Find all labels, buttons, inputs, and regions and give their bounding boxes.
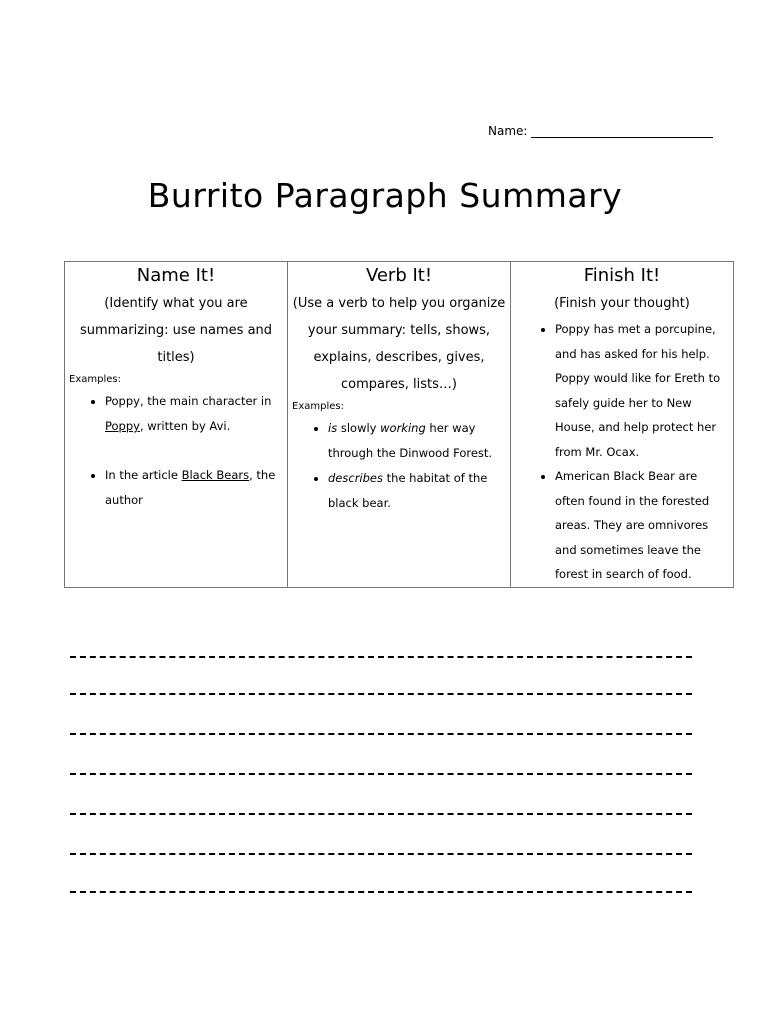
example-text: slowly xyxy=(337,421,381,435)
writing-line[interactable] xyxy=(70,853,692,855)
name-it-examples-label: Examples: xyxy=(69,374,121,385)
writing-line[interactable] xyxy=(70,693,692,695)
list-item xyxy=(328,466,506,516)
list-item xyxy=(105,463,283,513)
list-item: • Poppy has met a porcupine, and has asked for his help. Poppy would like for Ereth to safely guide her to New House, and help protect her from Mr. Ocax. xyxy=(555,317,729,464)
list-item xyxy=(105,389,283,439)
example-text: the habitat of the black bear. xyxy=(328,471,488,510)
finish-it-heading: Finish It! xyxy=(583,265,661,286)
name-it-instruction: (Identify what you are summarizing: use names and titles) xyxy=(79,296,273,365)
summary-table xyxy=(64,261,734,588)
verb-text: is xyxy=(328,421,338,435)
verb-it-instruction: (Use a verb to help you organize your summary: tells, shows, explains, describes, gives, compares, lists…) xyxy=(292,296,506,392)
name-it-column xyxy=(65,262,288,588)
verb-it-examples xyxy=(292,416,506,516)
example-text: Poppy, the main character in xyxy=(105,394,272,408)
book-title: Poppy xyxy=(105,419,140,433)
name-blank-line[interactable] xyxy=(531,125,713,138)
verb-text: describes xyxy=(328,471,383,485)
writing-line[interactable] xyxy=(70,891,692,893)
name-field[interactable] xyxy=(488,124,713,138)
name-it-examples xyxy=(69,389,283,513)
spacer xyxy=(105,439,283,463)
verb-it-examples-label: Examples: xyxy=(292,401,344,412)
verb-text: working xyxy=(380,421,426,435)
finish-it-column xyxy=(511,262,734,588)
writing-line[interactable] xyxy=(70,773,692,775)
name-label: Name: xyxy=(488,124,528,138)
list-item: • American Black Bear are often found in the forested areas. They are omnivores and sometimes leave the forest in search of food. xyxy=(555,464,729,587)
example-text: In the article xyxy=(105,468,182,482)
writing-line[interactable] xyxy=(70,733,692,735)
writing-line[interactable] xyxy=(70,656,692,658)
example-text: , the author xyxy=(105,468,276,507)
finish-it-examples xyxy=(515,317,729,587)
finish-it-instruction: (Finish your thought) xyxy=(554,296,690,311)
example-text: her way through the Dinwood Forest. xyxy=(328,421,493,460)
article-title: Black Bears xyxy=(181,468,250,482)
list-item xyxy=(328,416,506,466)
name-it-heading: Name It! xyxy=(136,265,216,286)
verb-it-heading: Verb It! xyxy=(365,265,433,286)
page-title: Burrito Paragraph Summary xyxy=(147,176,623,215)
writing-line[interactable] xyxy=(70,813,692,815)
example-text: , written by Avi. xyxy=(139,419,231,433)
verb-it-column xyxy=(288,262,511,588)
